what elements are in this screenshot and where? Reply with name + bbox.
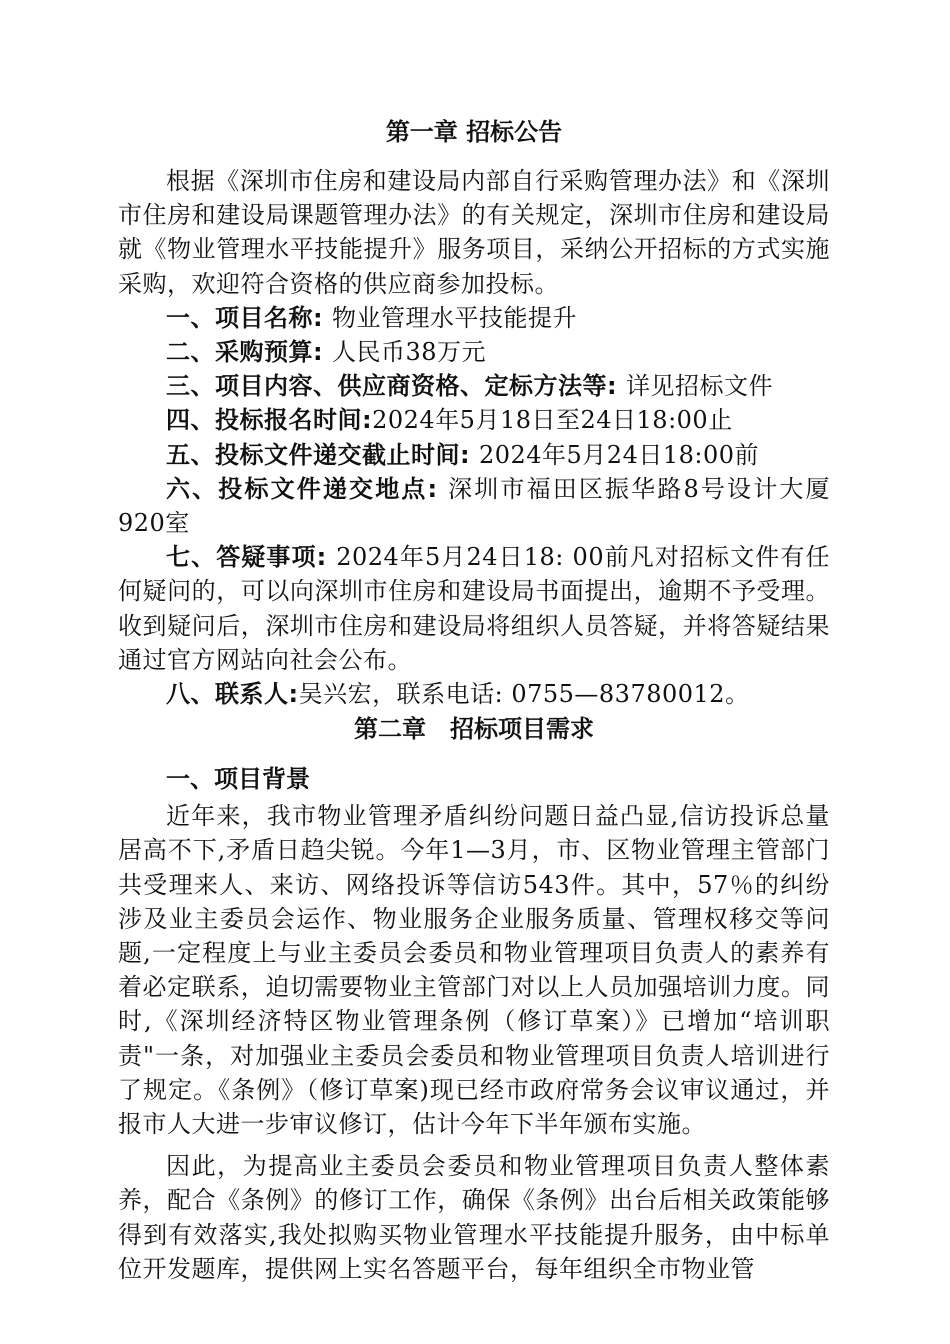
item-separator: : (427, 474, 449, 503)
item-label: 五、投标文件递交截止时间 (166, 440, 460, 469)
chapter-1-title: 第一章 招标公告 (385, 118, 563, 146)
item-value: 深圳市福田区振华路8号设计大厦920室 (118, 474, 831, 538)
item-separator: : (460, 440, 479, 469)
item-content-qualification (118, 369, 830, 403)
background-paragraph-2: 因此，为提高业主委员会委员和物业管理项目负责人整体素养，配合《条例》的修订工作，确保《条例》出台后相关政策能够得到有效落实,我处拟购买物业管理水平技能提升服务，由中标单位开发题库，提供网上实名答题平台，每年组织全市物业管 (118, 1152, 830, 1283)
item-value: 2024年5月24日18: 00前凡对招标文件有任何疑问的，可以向深圳市住房和建设局书面提出，逾期不予受理。收到疑问后，深圳市住房和建设局将组织人员答疑，并将答疑结果通过官方网站向社会公布。 (118, 543, 831, 674)
item-label: 一、项目名称 (166, 303, 313, 332)
section-heading-background: 一、项目背景 (166, 765, 310, 794)
item-value: 物业管理水平技能提升 (331, 303, 577, 332)
item-label: 三、项目内容、供应商资格、定标方法等 (166, 372, 607, 401)
item-label: 四、投标报名时间 (166, 406, 362, 435)
item-separator: : (313, 303, 332, 332)
item-separator: : (362, 406, 373, 435)
item-label: 八、联系人 (166, 680, 289, 709)
item-separator: : (313, 338, 332, 367)
item-qa-matters (118, 540, 830, 677)
item-separator: : (288, 680, 299, 709)
item-value: 2024年5月24日18:00前 (478, 440, 760, 469)
background-paragraph-1: 近年来，我市物业管理矛盾纠纷问题日益凸显,信访投诉总量居高不下,矛盾日趋尖锐。今年1—3月，市、区物业管理主管部门共受理来人、来访、网络投诉等信访543件。其中，57％的纠纷涉及业主委员会运作、物业服务企业服务质量、管理权移交等问题,一定程度上与业主委员会委员和物业管理项目负责人的素养有着必定联系，迫切需要物业主管部门对以上人员加强培训力度。同时,《深圳经济特区物业管理条例（修订草案）》已增加“培训职责"一条，对加强业主委员会委员和物业管理项目负责人培训进行了规定。《条例》（修订草案)现已经市政府常务会议审议通过，并报市人大进一步审议修订，估计今年下半年颁布实施。 (118, 802, 830, 1139)
item-contact (118, 677, 830, 711)
item-value: 人民币38万元 (331, 338, 486, 367)
item-label: 六、投标文件递交地点 (166, 474, 428, 503)
chapter-2-title: 第二章 招标项目需求 (354, 715, 594, 744)
intro-paragraph: 根据《深圳市住房和建设局内部自行采购管理办法》和《深圳市住房和建设局课题管理办法》的有关规定，深圳市住房和建设局就《物业管理水平技能提升》服务项目，采纳公开招标的方式实施采购，欢迎符合资格的供应商参加投标。 (118, 167, 830, 298)
item-separator: : (316, 543, 337, 572)
item-separator: : (607, 372, 626, 401)
item-submission-deadline (118, 438, 830, 472)
item-label: 七、答疑事项 (166, 543, 317, 572)
item-label: 二、采购预算 (166, 338, 313, 367)
document-page (118, 112, 830, 1286)
item-project-name (118, 301, 830, 335)
item-registration-time (118, 403, 830, 437)
item-submission-location (118, 472, 830, 540)
item-value: 2024年5月18日至24日18:00止 (372, 406, 733, 435)
item-budget (118, 335, 830, 369)
item-value: 详见招标文件 (625, 372, 773, 401)
item-value: 吴兴宏，联系电话: 0755—83780012。 (298, 680, 750, 709)
